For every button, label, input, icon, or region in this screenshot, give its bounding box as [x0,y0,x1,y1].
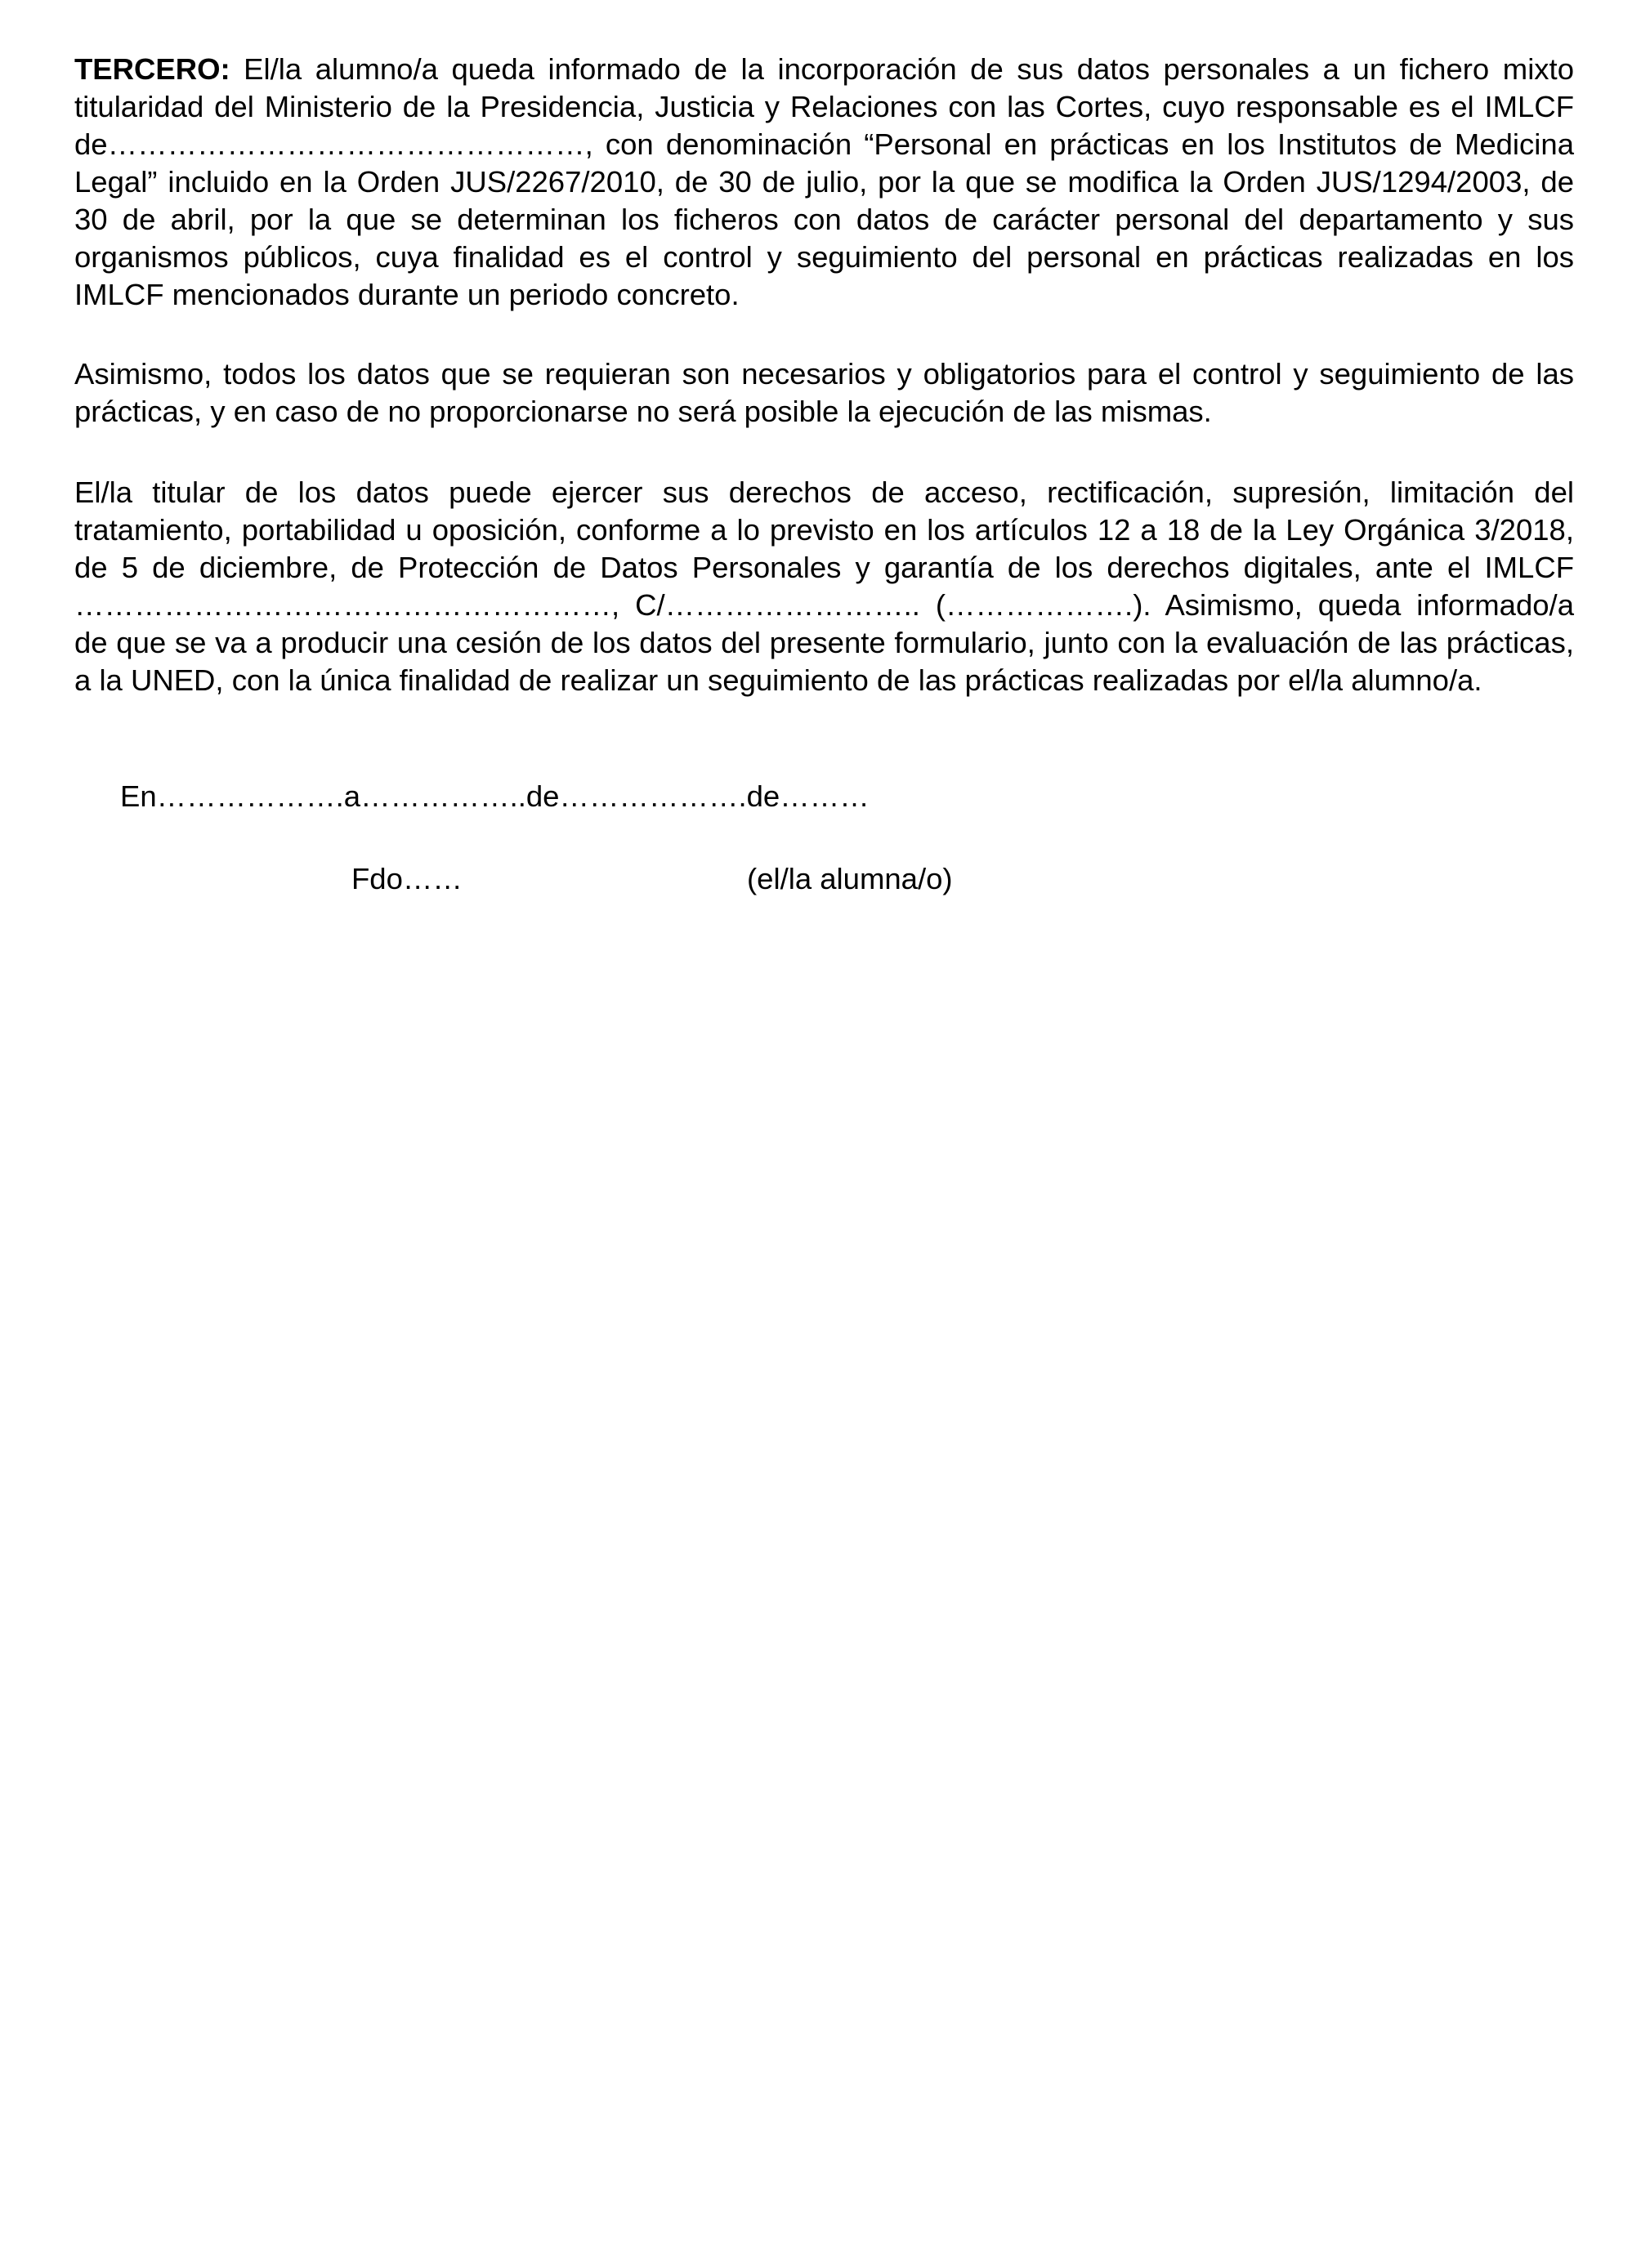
paragraph-derechos: El/la titular de los datos puede ejercer sus derechos de acceso, rectificación, supresión, limitación del tratamiento, portabilidad u oposición, conforme a lo previsto en los artículos 12 a 18 de la Ley Orgánica 3/2018, de 5 de diciembre, de Protección de Datos Personales y garantía de los derechos digitales, ante el IMLCF ………………………………………………, C/…………………….. (……………….). Asimismo, queda informado/a de que se va a producir una cesión de los datos del presente formulario, junto con la evaluación de las prácticas, a la UNED, con la única finalidad de realizar un seguimiento de las prácticas realizadas por el/la alumno/a. [74,475,1574,697]
paragraph-asimismo: Asimismo, todos los datos que se requieran son necesarios y obligatorios para el control y seguimiento de las prácticas, y en caso de no proporcionarse no será posible la ejecución de las mismas. [74,357,1574,428]
paragraph-tercero [74,51,1574,314]
signature-role: (el/la alumna/o) [747,862,953,895]
paragraph-tercero-text: El/la alumno/a queda informado de la incorporación de sus datos personales a un fichero mixto titularidad del Ministerio de la Presidencia, Justicia y Relaciones con las Cortes, cuyo responsable es el IMLCF de…………………………………………, con denominación “Personal en prácticas en los Institutos de Medicina Legal” incluido en la Orden JUS/2267/2010, de 30 de julio, por la que se modifica la Orden JUS/1294/2003, de 30 de abril, por la que se determinan los ficheros con datos de carácter personal del departamento y sus organismos públicos, cuya finalidad es el control y seguimiento del personal en prácticas realizadas en los IMLCF mencionados durante un periodo concreto. [74,52,1574,311]
date-line: En……………….a……………..de……………….de……… [120,779,870,813]
signature-fdo: Fdo…… [351,862,463,895]
paragraph-lead: TERCERO: [74,52,230,86]
